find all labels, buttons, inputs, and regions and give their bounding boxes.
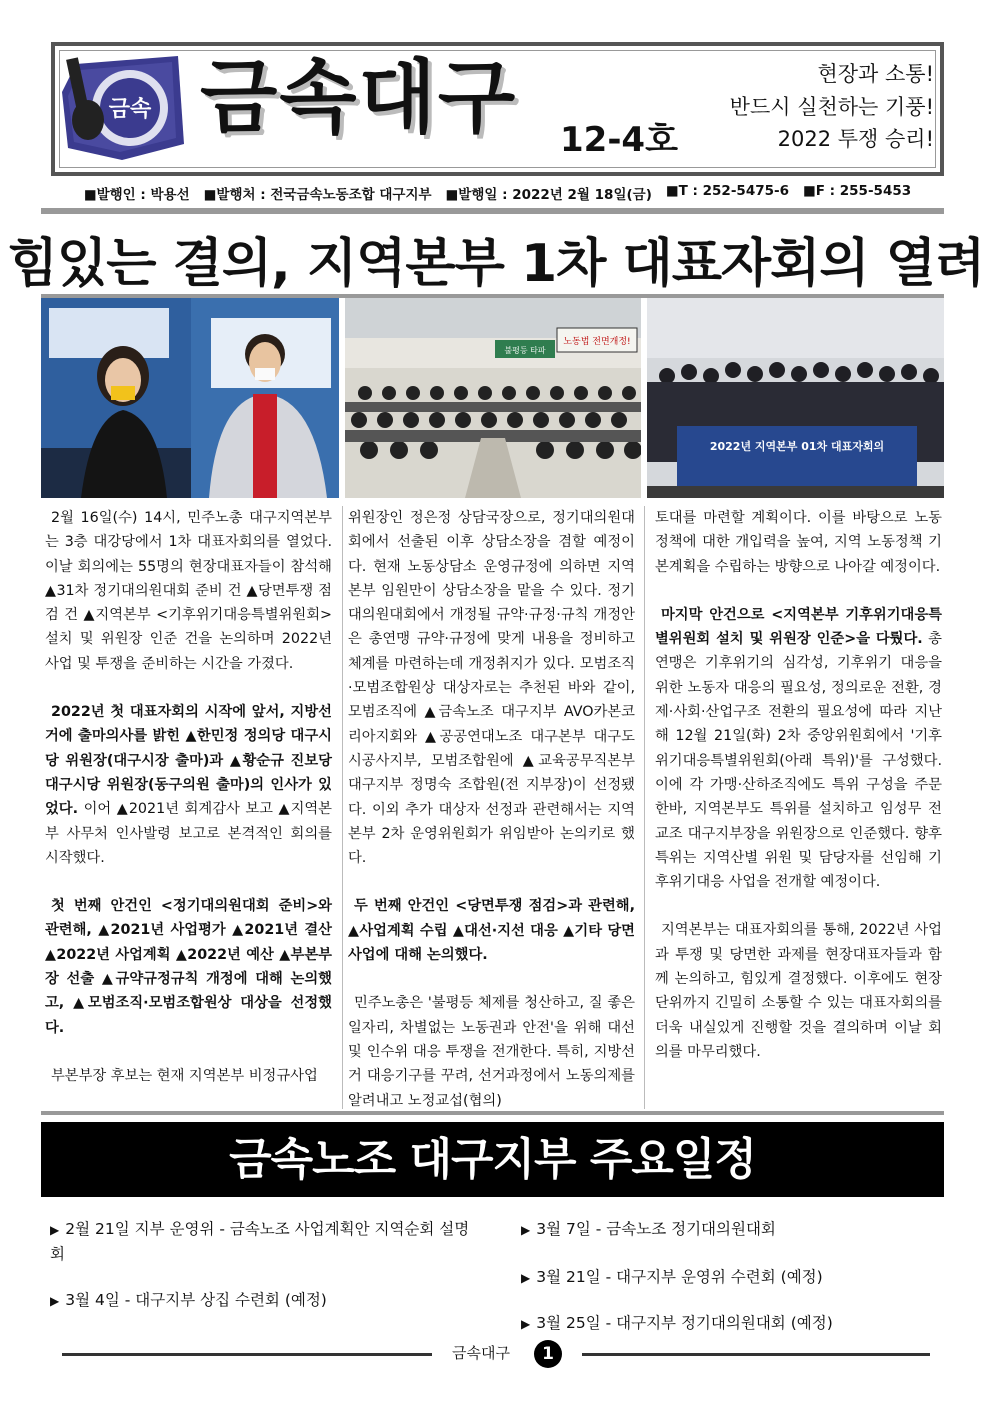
slogan-line: 반드시 실천하는 기풍!	[729, 94, 934, 119]
paragraph: 민주노총은 '불평등 체제를 청산하고, 질 좋은 일자리, 차별없는 노동권과 안전'을 위해 대선 및 인수위 대응 투쟁을 전개한다. 특히, 지방선거 대응기구를 꾸려, 선거과정에서 노동의제를 알려내고 노정교섭(협의)	[348, 995, 635, 1109]
paragraph-text: 총연맹은 기후위기의 심각성, 기후위기 대응을 위한 노동자 대응의 필요성, 정의로운 전환, 경제·사회·산업구조 전환의 필요성에 따라 지난해 12월 21일(화) 2차 중앙위원회에서 '기후위기대응특별위원회(아래 특위)'를 구성했다. 이에 각 가맹·산하조직에도 특위 구성을 주문한바, 지역본부도 특위를 설치하고 임성무 전교조 대구지부장을 위원장으로 인준했다. 향후 특위는 지역산별 위원 및 담당자를 선임해 기후위기대응 사업을 전개할 예정이다.	[655, 631, 942, 891]
logo-text: 금속	[108, 97, 152, 122]
triangle-bullet-icon: ▶	[50, 1223, 60, 1237]
column-divider	[342, 506, 343, 1109]
triangle-bullet-icon: ▶	[50, 1294, 60, 1308]
article-column-1	[45, 506, 332, 1112]
publish-date: ■발행일 : 2022년 2월 18일(금)	[445, 187, 652, 203]
photo-meeting-hall	[345, 298, 641, 498]
article-column-3	[655, 506, 942, 1088]
divider	[41, 1111, 944, 1115]
schedule-text: 3월 25일 - 대구지부 정기대의원대회 (예정)	[536, 1314, 833, 1332]
paragraph-emphasis: 첫 번째 안건인 <정기대의원대회 준비>와 관련해, ▲2021년 사업평가 ▲2021년 결산 ▲2022년 사업계획 ▲2022년 예산 ▲부본부장 선출 ▲규약규정규칙 개정에 대해 논의했고, ▲모범조직·모범조합원상 대상을 선정했다.	[45, 898, 332, 1036]
paragraph: 지역본부는 대표자회의를 통해, 2022년 사업과 투쟁 및 당면한 과제를 현장대표자들과 함께 논의하고, 힘있게 결정했다. 이후에도 현장단위까지 긴밀히 소통할 수 있는 대표자회의를 더욱 내실있게 진행할 것을 결의하며 이날 회의를 마무리했다.	[655, 922, 942, 1060]
paragraph: 부본부장 후보는 현재 지역본부 비정규사업	[51, 1067, 318, 1084]
publication-info	[51, 183, 944, 205]
publisher: ■발행인 : 박용선	[83, 187, 190, 203]
schedule-text: 3월 4일 - 대구지부 상집 수련회 (예정)	[65, 1291, 327, 1309]
schedule-text: 3월 7일 - 금속노조 정기대의원대회	[536, 1220, 776, 1238]
footer-paper-name: 금속대구	[452, 1344, 510, 1362]
schedule-title: 금속노조 대구지부 주요일정	[41, 1122, 944, 1197]
triangle-bullet-icon: ▶	[521, 1271, 531, 1285]
column-divider	[644, 506, 645, 1109]
photo-speakers	[41, 298, 339, 498]
divider	[41, 208, 944, 214]
schedule-item	[521, 1217, 941, 1242]
banner-text: 2022년 지역본부 01차 대표자회의	[709, 440, 885, 453]
photo-group	[647, 298, 944, 498]
paragraph-emphasis: 마지막 안건으로 <지역본부 기후위기대응특별위원회 설치 및 위원장 인준>을 다뤘다.	[655, 606, 942, 648]
schedule-item	[50, 1217, 480, 1266]
paragraph: 2월 16일(수) 14시, 민주노총 대구지역본부는 3층 대강당에서 1차 대표자회의를 열었다. 이날 회의에는 55명의 현장대표자들이 참석해 ▲31차 정기대의원대회 준비 건 ▲당면투쟁 점검 건 ▲지역본부 <기후위기대응특별위원회> 설치 및 위원장 인준 건을 논의하며 2022년 사업 및 투쟁을 준비하는 시간을 가졌다.	[45, 510, 332, 672]
paragraph: 토대를 마련할 계획이다. 이를 바탕으로 노동정책에 대한 개입력을 높여, 지역 노동정책 기본계획을 수립하는 방향으로 나아갈 예정이다.	[655, 510, 942, 575]
issue-number: 12-4호	[560, 120, 678, 160]
paragraph: 위원장인 정은정 상담국장으로, 정기대의원대회에서 선출된 이후 상담소장을 겸할 예정이다. 현재 노동상담소 운영규정에 의하면 지역본부 임원만이 상담소장을 맡을 수 있다. 정기대의원대회에서 개정될 규약·규정·규칙 개정안은 총연맹 규약·규정에 맞게 내용을 정비하고 체계를 마련하는데 개정취지가 있다. 모범조직·모범조합원상 대상자로는 추천된 바와 같이, 모범조직에 ▲금속노조 대구지부 AVO카본코리아지회와 ▲공공연대노조 대구본부 대구도시공사지부, 모범조합원에 ▲교육공무직본부 대구지부 정명숙 조합원(전 지부장)이 선정됐다. 이외 추가 대상자 선정과 관련해서는 지역본부 2차 운영위원회가 위임받아 논의키로 했다.	[348, 510, 635, 867]
paragraph-text: 이어 ▲2021년 회계감사 보고 ▲지역본부 사무처 인사발령 보고로 본격적인 회의를 시작했다.	[45, 801, 332, 866]
banner-text: 노동법 전면개정!	[563, 337, 631, 347]
headline: 힘있는 결의, 지역본부 1차 대표자회의 열려	[7, 234, 985, 294]
banner-text: 불평등 타파	[504, 346, 546, 355]
issuer: ■발행처 : 전국금속노동조합 대구지부	[203, 187, 432, 203]
schedule-text: 3월 21일 - 대구지부 운영위 수련회 (예정)	[536, 1268, 823, 1286]
paragraph-emphasis: 2022년 첫 대표자회의 시작에 앞서, 지방선거에 출마의사를 밝힌 ▲한민정 정의당 대구시당 위원장(대구시장 출마)과 ▲황순규 진보당 대구시당 위원장(동구의원 출마)의 인사가 있었다.	[45, 704, 332, 818]
slogan-block	[730, 58, 934, 156]
schedule-item	[521, 1265, 941, 1290]
schedule-text: 2월 21일 지부 운영위 - 금속노조 사업계획안 지역순회 설명회	[50, 1220, 470, 1263]
fax: ■F : 255-5453	[803, 183, 912, 199]
paper-title: 금속대구	[200, 51, 518, 144]
paragraph	[655, 603, 942, 895]
page-number: 1	[534, 1340, 562, 1368]
triangle-bullet-icon: ▶	[521, 1223, 531, 1237]
footer-rule	[62, 1353, 432, 1356]
triangle-bullet-icon: ▶	[521, 1317, 531, 1331]
union-logo	[58, 52, 188, 164]
slogan-line: 현장과 소통!	[817, 62, 934, 86]
article-column-2	[348, 506, 635, 1137]
schedule-item	[50, 1288, 480, 1313]
paragraph-emphasis: 두 번째 안건인 <당면투쟁 점검>과 관련해, ▲사업계획 수립 ▲대선·지선 대응 ▲기타 당면사업에 대해 논의했다.	[348, 898, 635, 964]
schedule-item	[521, 1311, 941, 1336]
telephone: ■T : 252-5475-6	[665, 183, 789, 199]
slogan-line: 2022 투쟁 승리!	[777, 127, 934, 152]
paragraph	[348, 894, 635, 967]
paragraph	[45, 894, 332, 1040]
paragraph	[45, 700, 332, 870]
footer-rule	[582, 1353, 930, 1356]
